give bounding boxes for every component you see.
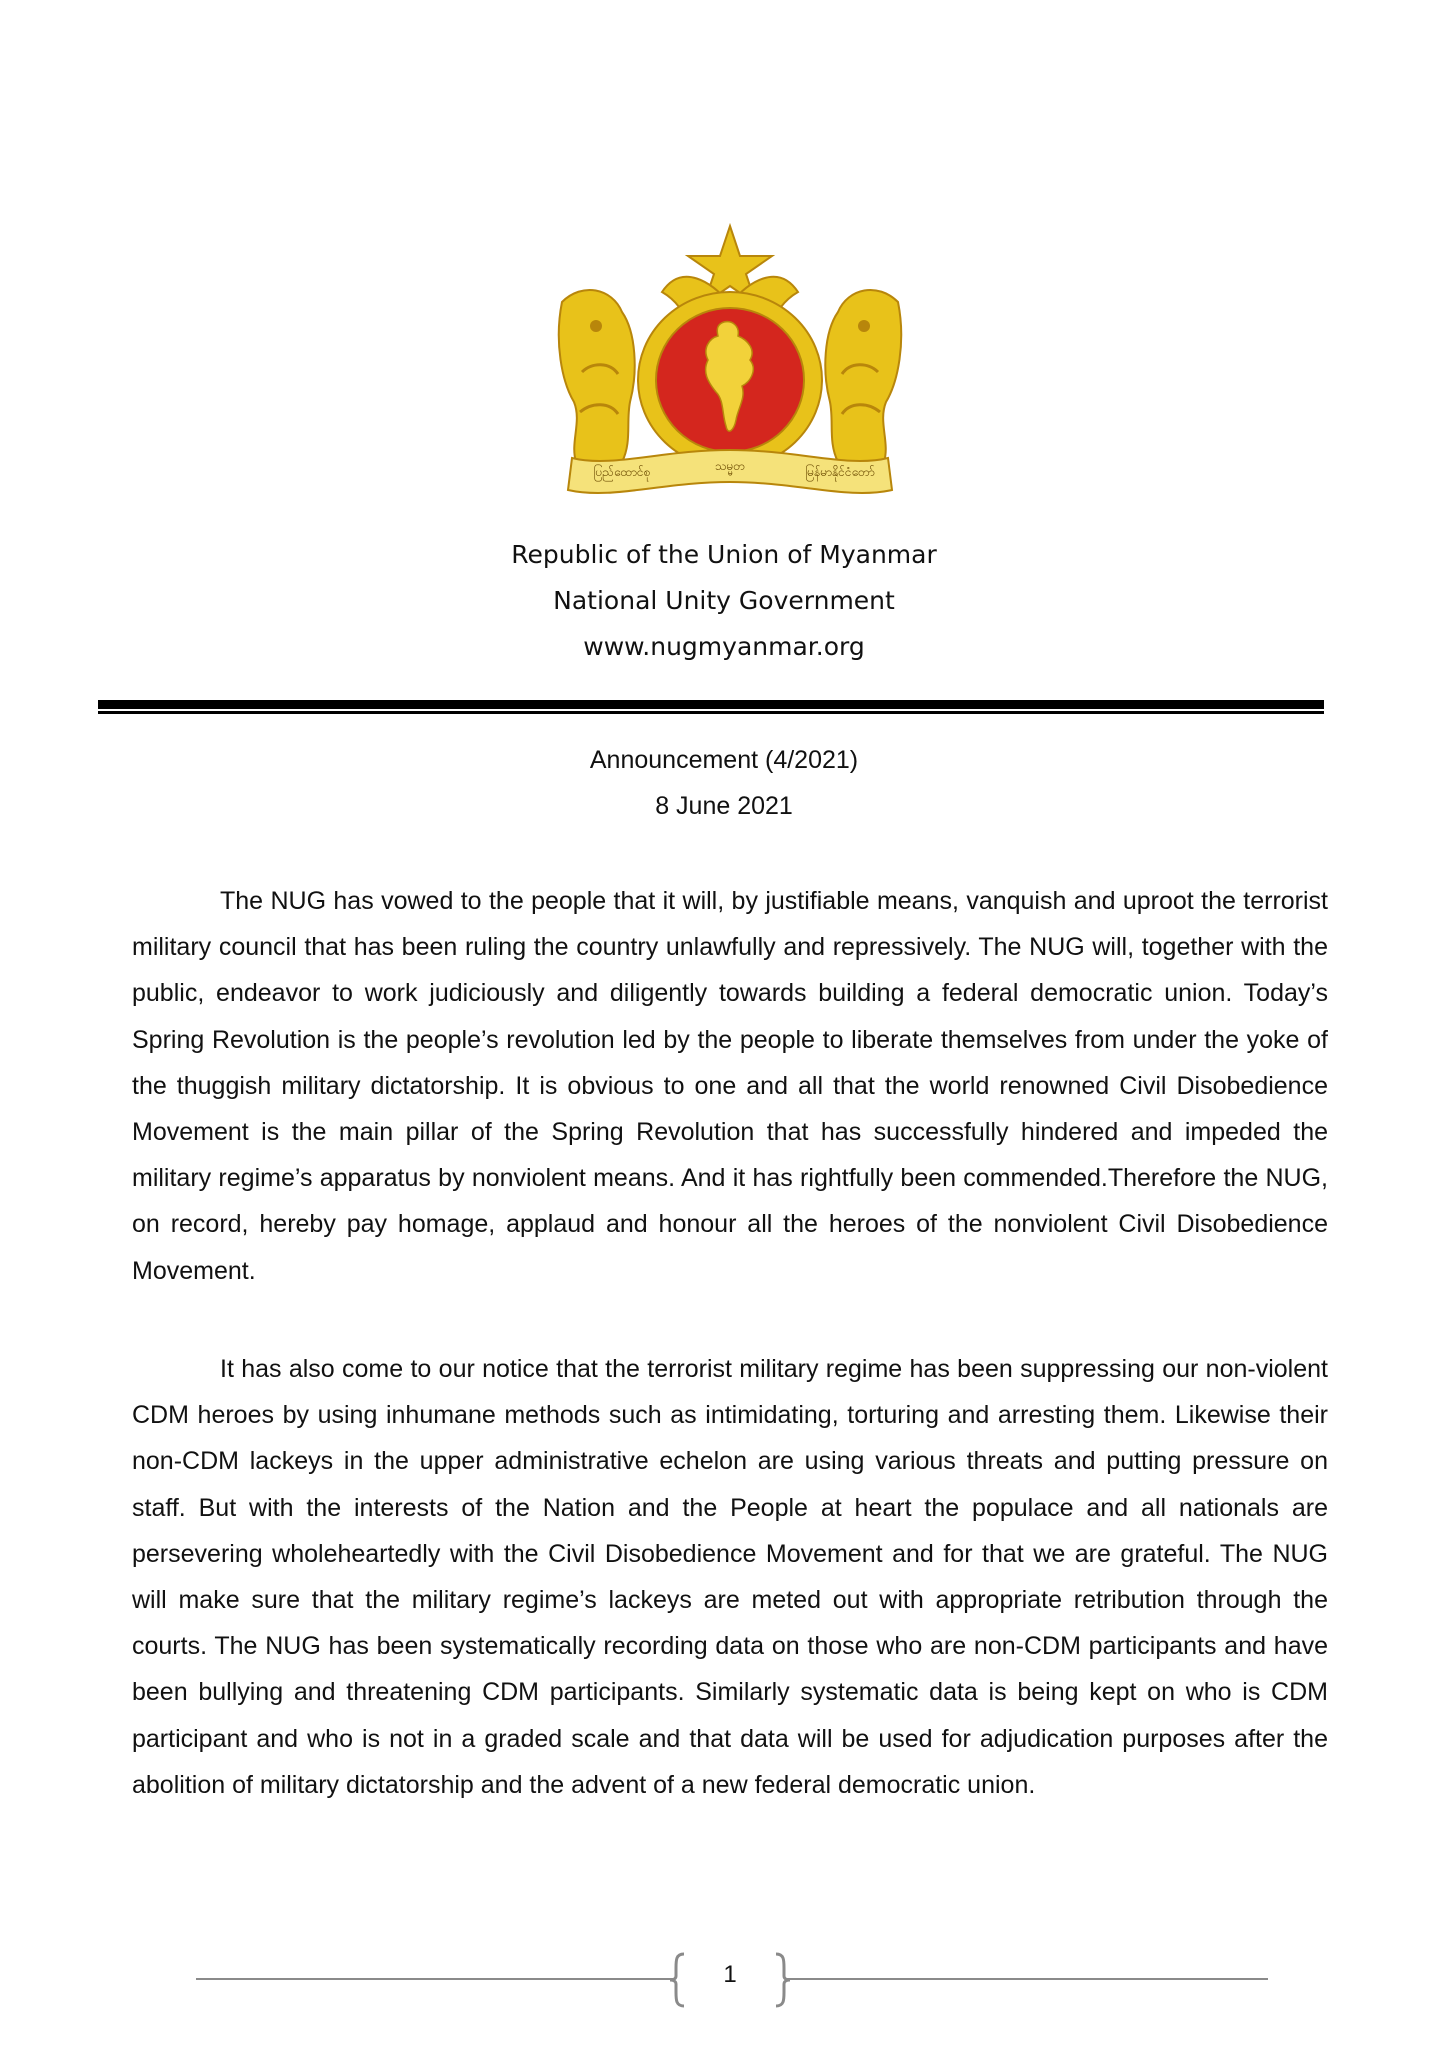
header-line-nug: National Unity Government xyxy=(553,586,895,615)
seal-ribbon-text-left: ပြည်ထောင်စု xyxy=(593,465,651,479)
seal-ribbon-text-center: သမ္မတ xyxy=(714,459,746,473)
header-line-website[interactable]: www.nugmyanmar.org xyxy=(583,632,865,661)
left-brace-icon xyxy=(668,1952,688,2008)
state-seal-icon xyxy=(552,222,908,512)
header-line-republic: Republic of the Union of Myanmar xyxy=(511,540,937,569)
body-paragraph-1: The NUG has vowed to the people that it will, by justifiable means, vanquish and uproot the terrorist military council that has been ruling the country unlawfully and repressively. The NUG will, together with the public, endeavor to work judiciously and diligently towards building a federal democratic union. Today’s Spring Revolution is the people’s revolution led by the people to liberate themselves from under the yoke of the thuggish military dictatorship. It is obvious to one and all that the world renowned Civil Disobedience Movement is the main pillar of the Spring Revolution that has successfully hindered and impeded the military regime’s apparatus by nonviolent means. And it has rightfully been commended.Therefore the NUG, on record, hereby pay homage, applaud and honour all the heroes of the nonviolent Civil Disobedience Movement. xyxy=(132,887,1328,1285)
footer-line-left xyxy=(196,1978,674,1980)
right-brace-icon xyxy=(772,1952,792,2008)
seal-left-lion xyxy=(559,290,635,462)
footer-line-right xyxy=(786,1978,1268,1980)
body-paragraph-2: It has also come to our notice that the terrorist military regime has been suppressing our non-violent CDM heroes by using inhumane methods such as intimidating, torturing and arresting them. Likewise their non-CDM lackeys in the upper administrative echelon are using various threats and putting pressure on staff. But with the interests of the Nation and the People at heart the populace and all nationals are persevering wholeheartedly with the Civil Disobedience Movement and for that we are grateful. The NUG will make sure that the military regime’s lackeys are meted out with appropriate retribution through the courts. The NUG has been systematically recording data on those who are non-CDM participants and have been bullying and threatening CDM participants. Similarly systematic data is being kept on who is CDM participant and who is not in a graded scale and that data will be used for adjudication purposes after the abolition of military dictatorship and the advent of a new federal democratic union. xyxy=(132,1355,1328,1799)
header-rule-thin xyxy=(98,711,1324,714)
announcement-date: 8 June 2021 xyxy=(655,792,793,820)
seal-ribbon-text-right: မြန်မာနိုင်ငံတော် xyxy=(805,465,875,479)
seal-right-lion xyxy=(825,290,901,462)
page-number: 1 xyxy=(723,1961,737,1988)
header-rule-thick xyxy=(98,700,1324,709)
announcement-title: Announcement (4/2021) xyxy=(589,746,859,774)
